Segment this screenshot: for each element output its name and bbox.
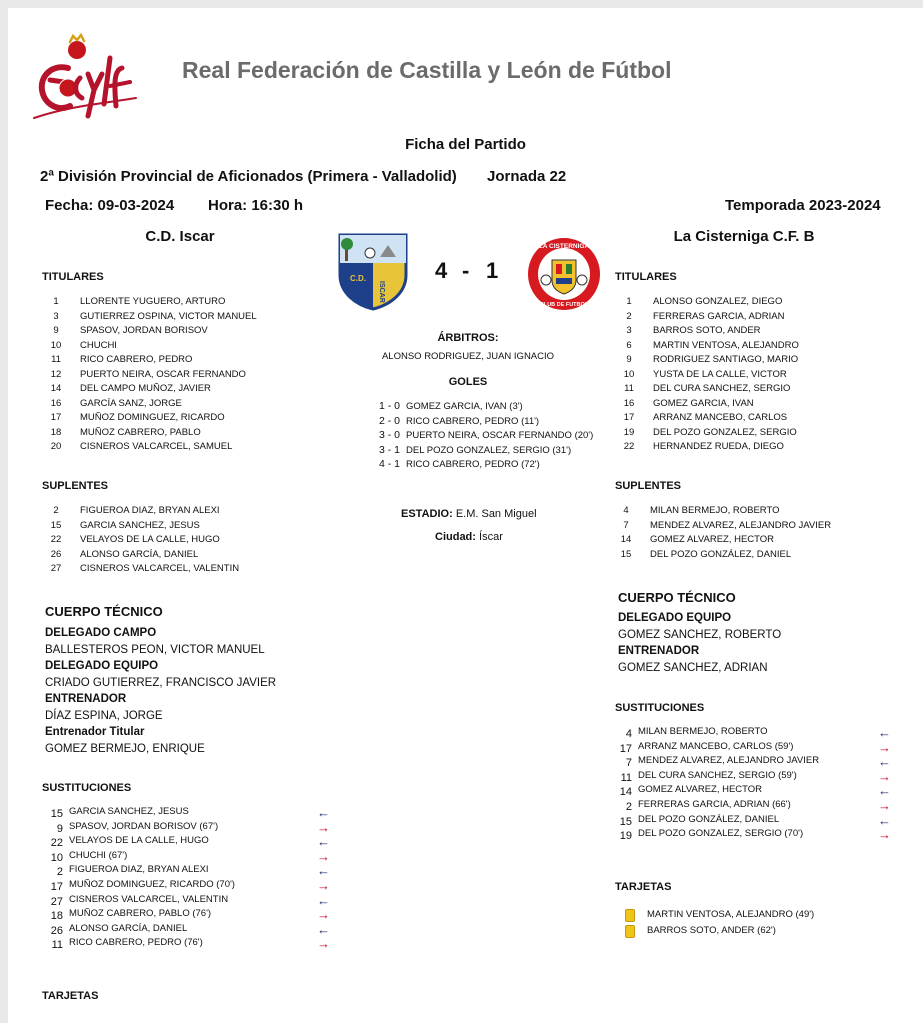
list-item [619, 426, 909, 441]
sub-number: 9 [56, 822, 63, 835]
player-number: 6 [626, 339, 632, 351]
player-name: CHUCHI [80, 339, 117, 351]
list-item [46, 533, 336, 548]
sub-player: ARRANZ MANCEBO, CARLOS (59') [638, 740, 794, 752]
player-name: LLORENTE YUGUERO, ARTURO [80, 296, 226, 307]
arrow-left-icon: ← [317, 892, 330, 908]
goal-scorer: GOMEZ GARCIA, IVAN (3') [406, 401, 523, 412]
away-score: 1 [486, 258, 499, 283]
arrow-right-icon: → [317, 936, 330, 952]
player-name: HERNANDEZ RUEDA, DIEGO [653, 441, 784, 452]
away-sustituciones-label: SUSTITUCIONES [615, 702, 705, 714]
substitution-row [614, 754, 891, 770]
stadium-label: ESTADIO: [401, 508, 453, 520]
sub-number: 22 [50, 837, 63, 850]
sub-player: MENDEZ ALVAREZ, ALEJANDRO JAVIER [638, 755, 820, 767]
match-time: Hora: 16:30 h [208, 197, 304, 214]
staff-name: GOMEZ BERMEJO, ENRIQUE [45, 742, 205, 755]
sub-player: GOMEZ ALVAREZ, HECTOR [638, 784, 763, 796]
sub-player: SPASOV, JORDAN BORISOV (67') [69, 820, 219, 832]
player-name: SPASOV, JORDAN BORISOV [80, 325, 208, 336]
home-suplentes-label: SUPLENTES [42, 480, 109, 492]
staff-role: DELEGADO CAMPO [45, 627, 157, 639]
home-team-crest [336, 231, 410, 311]
sub-number: 2 [625, 800, 632, 813]
player-name: FIGUEROA DIAZ, BRYAN ALEXI [80, 505, 220, 516]
list-item [46, 310, 336, 325]
substitution-row [614, 725, 891, 741]
arrow-left-icon: ← [317, 921, 330, 937]
arrow-right-icon: → [878, 768, 891, 784]
sub-player: CHUCHI (67') [69, 849, 128, 861]
home-score: 4 [435, 258, 448, 283]
player-name: BARROS SOTO, ANDER [653, 325, 761, 336]
stadium-line [401, 508, 537, 520]
goal-scorer: PUERTO NEIRA, OSCAR FERNANDO (20') [406, 430, 594, 442]
player-number: 9 [53, 325, 59, 336]
substitution-row [45, 936, 330, 952]
player-number: 12 [50, 368, 62, 380]
jornada-label: Jornada 22 [487, 168, 567, 185]
sub-player: CISNEROS VALCARCEL, VALENTIN [69, 893, 229, 905]
player-number: 2 [53, 505, 59, 516]
player-number: 9 [626, 354, 632, 365]
player-name: DEL POZO GONZALEZ, SERGIO [653, 426, 797, 438]
goal-score: 1 - 0 [378, 400, 400, 412]
home-cuerpo-list [45, 625, 276, 757]
away-suplentes-list [616, 504, 906, 562]
goal-scorer: RICO CABRERO, PEDRO (11') [406, 415, 540, 427]
sub-number: 26 [50, 924, 63, 937]
staff-role: DELEGADO EQUIPO [45, 660, 159, 672]
away-team-name: La Cisterniga C.F. B [673, 228, 815, 245]
season-label: Temporada 2023-2024 [725, 197, 881, 214]
player-number: 15 [50, 519, 62, 531]
player-number: 10 [623, 368, 635, 380]
player-name: RICO CABRERO, PEDRO [80, 354, 193, 365]
arrow-right-icon: → [878, 797, 891, 813]
card-player: BARROS SOTO, ANDER (62') [647, 925, 776, 936]
sub-player: VELAYOS DE LA CALLE, HUGO [69, 835, 209, 847]
player-number: 2 [626, 310, 632, 322]
player-number: 27 [50, 563, 62, 574]
staff-name: GOMEZ SANCHEZ, ADRIAN [618, 661, 768, 674]
substitution-row [45, 805, 330, 821]
staff-role: DELEGADO EQUIPO [618, 612, 732, 624]
sub-player: MUÑOZ CABRERO, PABLO (76') [69, 908, 212, 920]
sub-number: 7 [625, 757, 632, 770]
home-suplentes-list [46, 504, 336, 577]
home-titulares-label: TITULARES [42, 271, 104, 283]
substitution-row [614, 739, 891, 756]
list-item [46, 411, 336, 426]
player-name: ALONSO GONZALEZ, DIEGO [653, 296, 783, 307]
federation-title: Real Federación de Castilla y León de Fútbol [182, 57, 672, 83]
player-number: 11 [51, 354, 61, 365]
home-sustituciones-label: SUSTITUCIONES [42, 782, 132, 794]
player-number: 3 [53, 310, 59, 322]
away-titulares-list [619, 295, 909, 455]
player-name: ALONSO GARCÍA, DANIEL [80, 548, 199, 560]
list-item [46, 339, 336, 354]
away-titulares-label: TITULARES [615, 271, 677, 283]
arrow-left-icon: ← [878, 754, 891, 770]
goal-score: 4 - 1 [378, 458, 400, 471]
player-number: 16 [623, 397, 635, 409]
list-item [46, 397, 336, 412]
substitution-row [614, 827, 891, 843]
away-cuerpo-list [618, 610, 781, 676]
player-number: 19 [623, 426, 635, 438]
player-name: GARCIA SANCHEZ, JESUS [80, 519, 200, 531]
competition-name: 2ª División Provincial de Aficionados (Primera - Valladolid) [40, 168, 457, 185]
score-separator: - [462, 258, 470, 283]
sub-player: FIGUEROA DIAZ, BRYAN ALEXI [69, 864, 209, 876]
sub-player: RICO CABRERO, PEDRO (76') [69, 937, 203, 949]
list-item [46, 382, 336, 397]
arrow-left-icon: ← [878, 783, 891, 799]
list-item [46, 368, 336, 383]
sub-number: 17 [50, 880, 63, 893]
sub-player: MUÑOZ DOMINGUEZ, RICARDO (70') [69, 878, 235, 890]
substitution-row [614, 768, 891, 785]
list-item [46, 562, 336, 577]
player-number: 22 [50, 534, 62, 545]
player-number: 7 [623, 519, 629, 531]
substitution-row [45, 819, 330, 836]
list-item [46, 504, 336, 519]
sub-player: GARCIA SANCHEZ, JESUS [69, 806, 189, 817]
staff-name: DÍAZ ESPINA, JORGE [45, 709, 163, 722]
player-name: MARTIN VENTOSA, ALEJANDRO [653, 339, 799, 351]
home-cuerpo-label: CUERPO TÉCNICO [45, 604, 163, 619]
player-number: 14 [620, 534, 632, 545]
player-name: GUTIERREZ OSPINA, VICTOR MANUEL [80, 310, 257, 322]
player-number: 20 [50, 441, 62, 452]
arrow-right-icon: → [317, 848, 330, 864]
list-item [46, 519, 336, 534]
goal-scorer: RICO CABRERO, PEDRO (72') [406, 459, 540, 471]
sub-number: 11 [51, 939, 63, 952]
list-item [619, 382, 909, 397]
list-item [616, 533, 906, 548]
goals-label: GOLES [448, 376, 488, 388]
city-name: Íscar [479, 531, 503, 543]
substitution-row [45, 921, 330, 938]
arrow-left-icon: ← [878, 812, 891, 828]
list-item [619, 324, 909, 339]
player-name: ARRANZ MANCEBO, CARLOS [653, 412, 788, 423]
player-number: 4 [623, 505, 629, 516]
substitution-row [45, 848, 330, 865]
away-cuerpo-label: CUERPO TÉCNICO [618, 590, 736, 605]
sub-number: 10 [50, 851, 63, 864]
sub-number: 2 [56, 866, 63, 879]
list-item [619, 440, 909, 455]
substitution-row [45, 863, 330, 879]
player-number: 14 [50, 383, 62, 394]
player-number: 1 [626, 296, 632, 307]
substitution-row [614, 783, 891, 799]
player-number: 17 [50, 412, 62, 423]
sub-number: 18 [50, 910, 63, 923]
player-name: DEL CAMPO MUÑOZ, JAVIER [80, 383, 211, 394]
player-number: 1 [53, 296, 59, 307]
list-item [616, 548, 906, 563]
player-name: GARCÍA SANZ, JORGE [80, 397, 182, 409]
arrow-left-icon: ← [878, 725, 891, 740]
substitution-row [45, 892, 330, 909]
player-name: RODRIGUEZ SANTIAGO, MARIO [653, 354, 799, 365]
arrow-right-icon: → [317, 907, 330, 923]
player-name: DEL POZO GONZÁLEZ, DANIEL [650, 548, 792, 560]
goal-score: 3 - 0 [378, 429, 400, 442]
yellow-card-icon [625, 925, 635, 938]
sub-number: 11 [620, 771, 632, 784]
home-titulares-list [46, 295, 336, 455]
player-name: MENDEZ ALVAREZ, ALEJANDRO JAVIER [650, 519, 832, 531]
sub-number: 15 [619, 815, 632, 828]
player-name: GOMEZ GARCIA, IVAN [653, 397, 754, 409]
substitution-row [45, 834, 330, 850]
player-name: PUERTO NEIRA, OSCAR FERNANDO [80, 368, 246, 380]
sub-number: 27 [50, 895, 63, 908]
goal-score: 3 - 1 [378, 443, 400, 456]
list-item [619, 368, 909, 383]
player-name: DEL CURA SANCHEZ, SERGIO [653, 383, 791, 394]
player-number: 15 [620, 548, 632, 560]
staff-role: Entrenador Titular [45, 726, 145, 738]
player-name: GOMEZ ALVAREZ, HECTOR [650, 534, 775, 545]
player-name: MUÑOZ DOMINGUEZ, RICARDO [80, 412, 225, 423]
sheet-title: Ficha del Partido [405, 136, 526, 153]
sub-number: 15 [50, 808, 63, 820]
player-name: MILAN BERMEJO, ROBERTO [650, 505, 780, 516]
match-sheet-page [8, 8, 923, 1023]
list-item [46, 548, 336, 563]
staff-role: ENTRENADOR [618, 645, 700, 657]
sub-player: DEL POZO GONZÁLEZ, DANIEL [638, 813, 780, 825]
list-item [619, 411, 909, 426]
goal-scorer: DEL POZO GONZALEZ, SERGIO (31') [406, 444, 572, 456]
substitution-row [614, 812, 891, 829]
away-sustituciones-list [614, 725, 891, 843]
player-name: FERRERAS GARCIA, ADRIAN [653, 310, 785, 322]
player-name: YUSTA DE LA CALLE, VICTOR [653, 368, 787, 380]
list-item [619, 353, 909, 368]
player-number: 3 [626, 325, 632, 336]
stadium-name: E.M. San Miguel [455, 508, 537, 520]
arrow-right-icon: → [878, 827, 891, 843]
away-tarjetas-label: TARJETAS [615, 881, 672, 893]
goal-score: 2 - 0 [378, 414, 400, 427]
substitution-row [45, 907, 330, 923]
list-item [616, 519, 906, 534]
player-number: 11 [624, 383, 634, 394]
list-item [46, 426, 336, 441]
arrow-left-icon: ← [317, 805, 330, 820]
home-crest-initials: C.D. [350, 274, 366, 283]
sub-player: DEL CURA SANCHEZ, SERGIO (59') [638, 769, 797, 781]
card-player: MARTIN VENTOSA, ALEJANDRO (49') [647, 909, 815, 920]
list-item [619, 310, 909, 325]
list-item [619, 295, 909, 310]
sub-player: MILAN BERMEJO, ROBERTO [638, 726, 768, 737]
city-line [435, 531, 503, 543]
arrow-left-icon: ← [317, 863, 330, 879]
match-date: Fecha: 09-03-2024 [45, 197, 175, 214]
list-item [46, 295, 336, 310]
arrow-left-icon: ← [317, 834, 330, 850]
sub-player: FERRERAS GARCIA, ADRIAN (66') [638, 798, 791, 810]
player-number: 26 [50, 548, 62, 560]
list-item [619, 339, 909, 354]
player-number: 18 [50, 426, 62, 438]
sub-number: 17 [619, 742, 632, 755]
home-sustituciones-list [45, 805, 330, 952]
staff-name: CRIADO GUTIERREZ, FRANCISCO JAVIER [45, 676, 277, 689]
yellow-card-icon [625, 909, 635, 922]
player-number: 22 [623, 441, 635, 452]
arrow-right-icon: → [317, 877, 330, 893]
sub-player: ALONSO GARCÍA, DANIEL [69, 922, 188, 934]
substitution-row [614, 797, 891, 814]
federation-logo [30, 28, 140, 124]
sub-number: 19 [619, 830, 632, 843]
arrow-right-icon: → [878, 739, 891, 755]
sub-number: 14 [619, 786, 632, 799]
player-name: CISNEROS VALCARCEL, VALENTIN [80, 563, 240, 574]
substitution-row [45, 877, 330, 894]
list-item [46, 440, 336, 455]
home-tarjetas-label: TARJETAS [42, 990, 99, 1002]
staff-name: GOMEZ SANCHEZ, ROBERTO [618, 628, 782, 641]
referee-name: ALONSO RODRIGUEZ, JUAN IGNACIO [381, 351, 555, 362]
player-name: MUÑOZ CABRERO, PABLO [80, 426, 201, 438]
list-item [619, 397, 909, 412]
player-number: 16 [50, 397, 62, 409]
away-team-crest [526, 236, 602, 312]
player-number: 10 [50, 339, 62, 351]
sub-number: 4 [625, 728, 632, 740]
home-team-name: C.D. Iscar [145, 228, 215, 245]
referees-label: ÁRBITROS: [437, 332, 499, 344]
list-item [616, 504, 906, 519]
away-suplentes-label: SUPLENTES [615, 480, 682, 492]
away-crest-text: LA CISTERNIGA [538, 243, 590, 250]
player-number: 17 [623, 412, 635, 423]
city-label: Ciudad: [435, 531, 476, 543]
player-name: VELAYOS DE LA CALLE, HUGO [80, 534, 220, 545]
sub-player: DEL POZO GONZALEZ, SERGIO (70') [638, 828, 804, 840]
list-item [46, 324, 336, 339]
away-crest-bottom: CLUB DE FUTBOL [539, 302, 589, 308]
staff-name: BALLESTEROS PEON, VICTOR MANUEL [45, 643, 265, 656]
home-crest-text: ISCAR [378, 281, 385, 303]
player-name: CISNEROS VALCARCEL, SAMUEL [80, 441, 233, 452]
arrow-right-icon: → [317, 819, 330, 835]
list-item [46, 353, 336, 368]
staff-role: ENTRENADOR [45, 693, 127, 705]
